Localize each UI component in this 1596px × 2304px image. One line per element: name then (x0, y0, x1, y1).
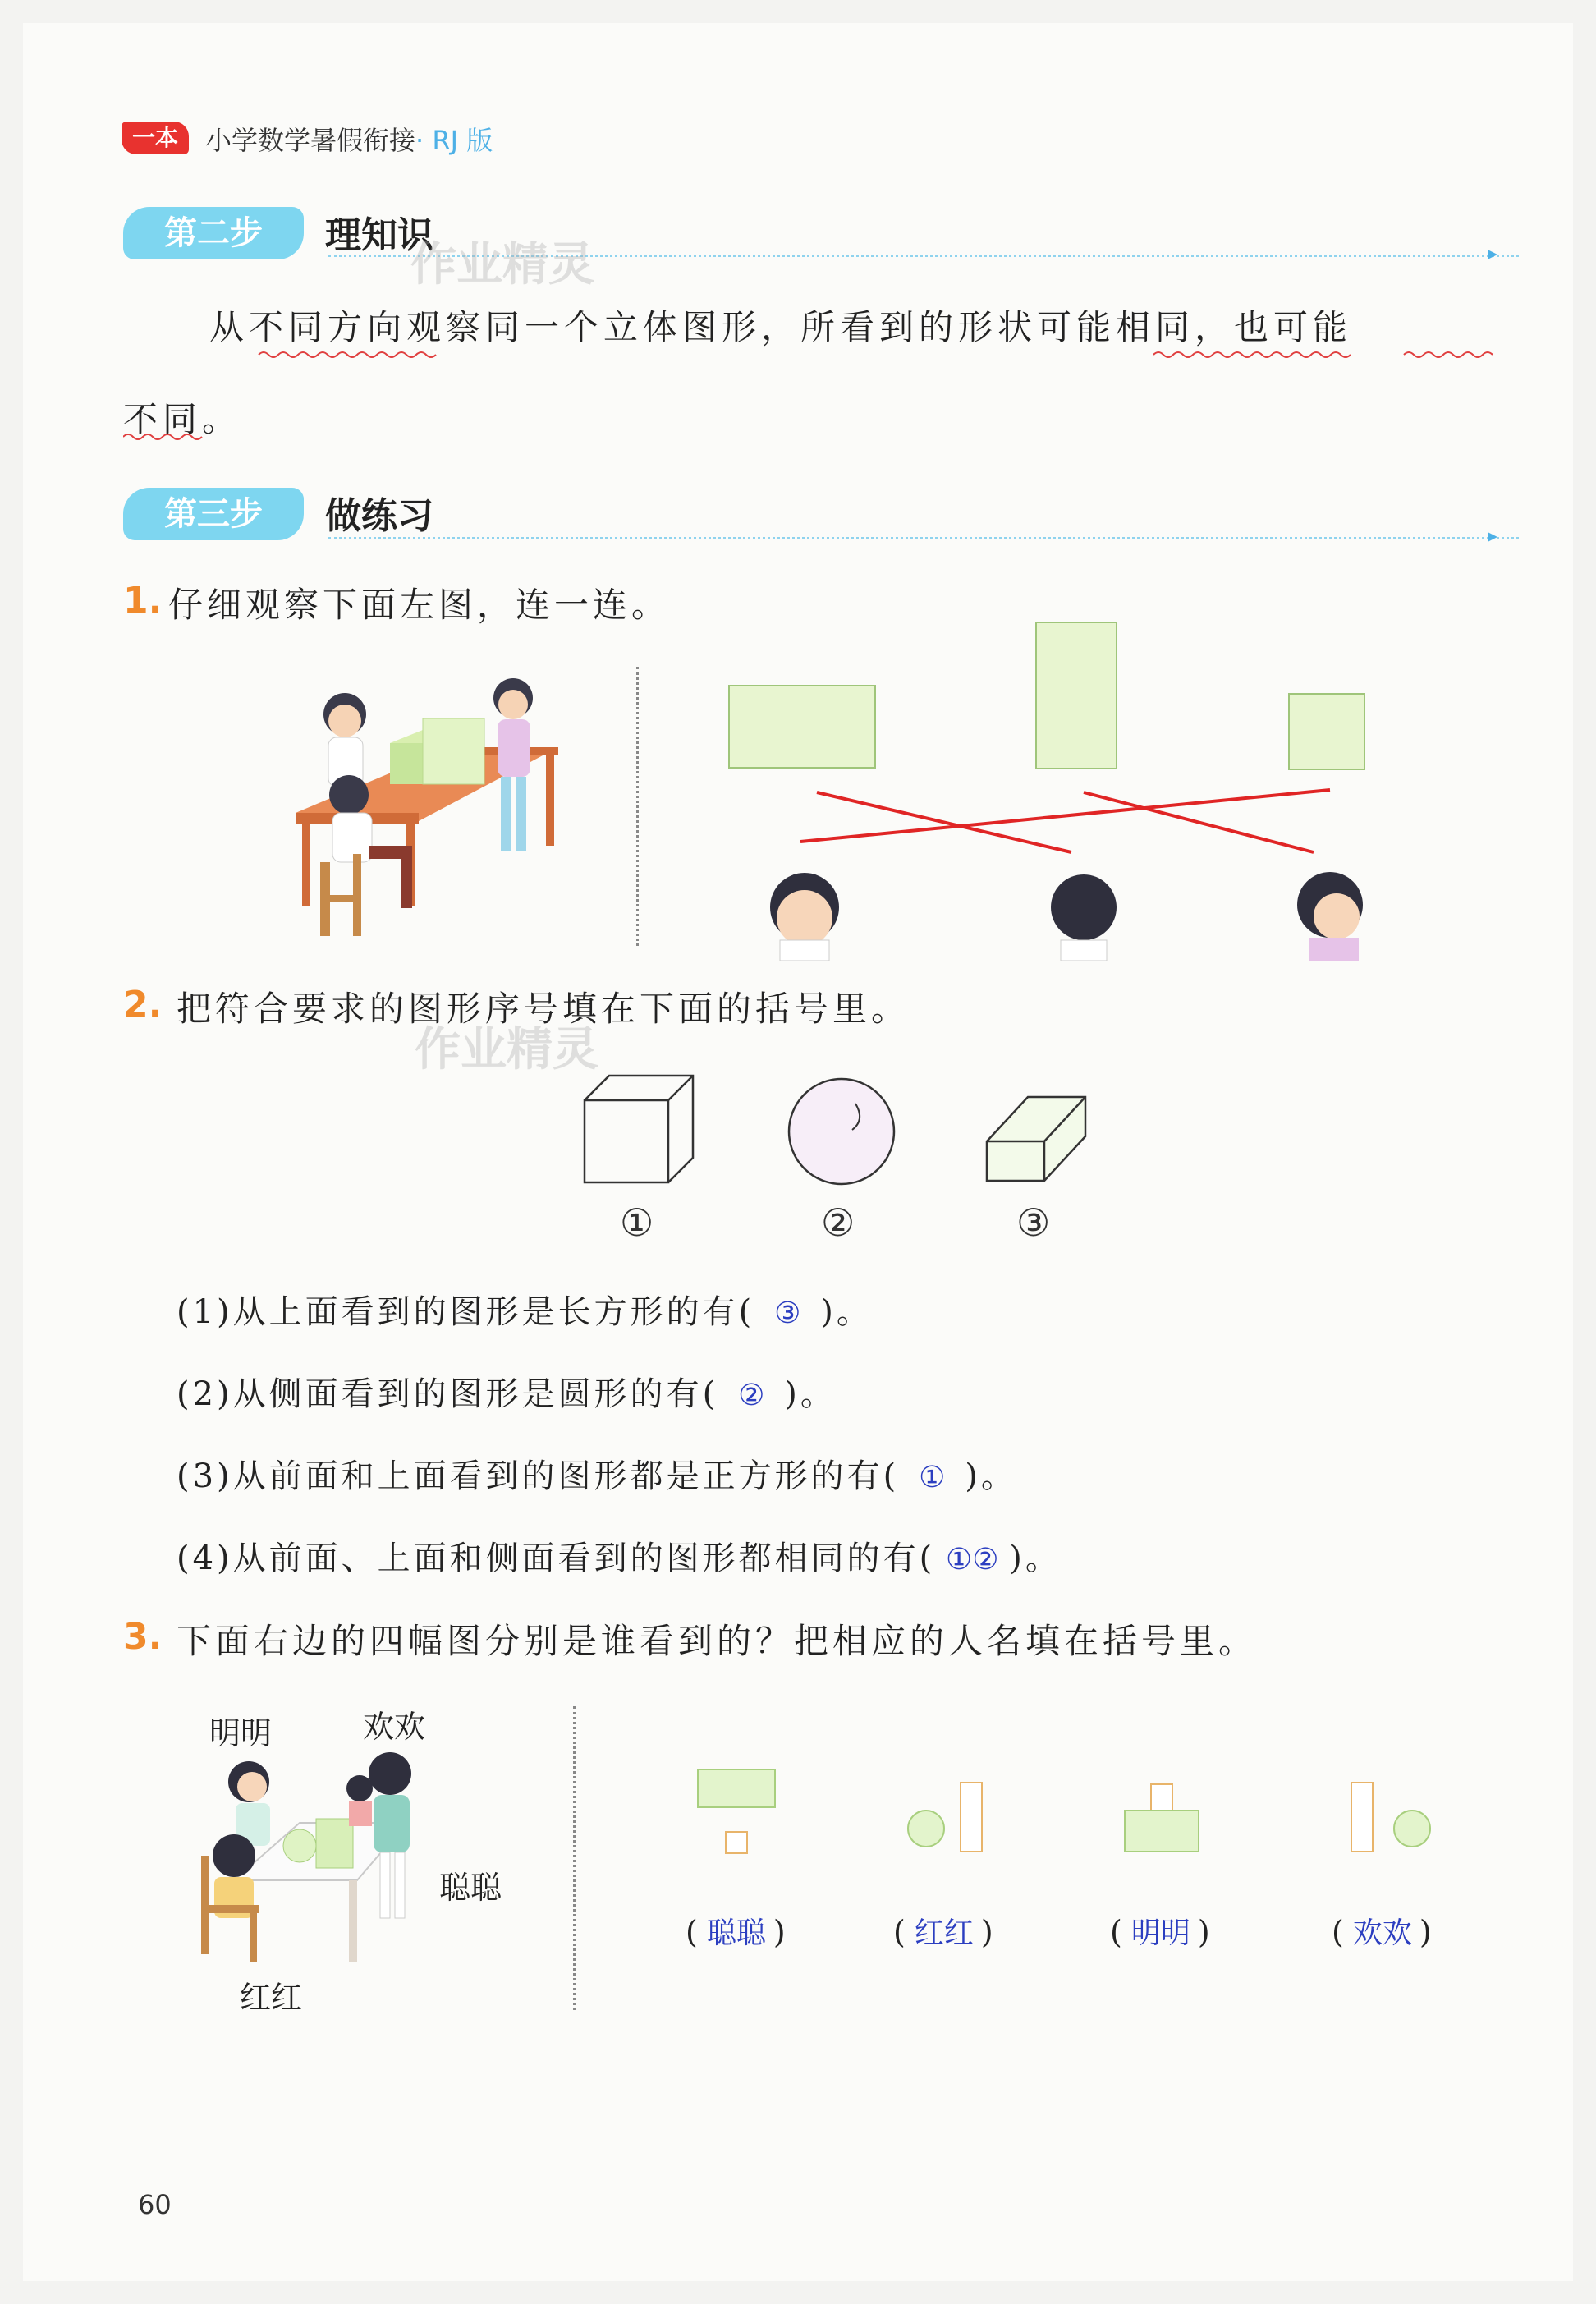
q1-matching (722, 616, 1396, 961)
q3-text: 下面右边的四幅图分别是谁看到的？把相应的人名填在括号里。 (177, 1621, 1258, 1661)
q2-item-4-suffix: )。 (1009, 1540, 1062, 1577)
paren-close: ) (980, 1914, 995, 1950)
q2-item-1 (177, 1286, 873, 1333)
child-face-3 (1297, 872, 1363, 961)
step3-badge: 第三步 (123, 488, 304, 540)
view-rectangle-wide (729, 686, 875, 768)
q1-separator (636, 667, 639, 946)
q2-answer-1: ③ (774, 1297, 801, 1330)
q2-item-1-suffix: )。 (820, 1293, 873, 1331)
q2-item-4-prefix: (4)从前面、上面和侧面看到的图形都相同的有( (177, 1540, 936, 1577)
view-3 (1125, 1784, 1199, 1852)
divider-arrow (1488, 532, 1497, 542)
q1-number: 1. (123, 580, 163, 622)
shape-label-3: ③ (1016, 1200, 1051, 1245)
paren-open: ( (686, 1914, 699, 1950)
q3-views (673, 1753, 1461, 1868)
knowledge-line-1 (209, 301, 1352, 350)
shape-label-2: ② (821, 1200, 855, 1245)
book-title (205, 120, 493, 158)
step3-title: 做练习 (325, 495, 433, 537)
q3-answer-1 (686, 1910, 787, 1952)
q3-answer-1-text: 聪聪 (706, 1916, 766, 1950)
watermark: 作业精灵 (415, 1023, 598, 1076)
q2-answer-4: ①② (945, 1543, 999, 1577)
sphere-shape (789, 1079, 894, 1184)
q2-item-2-prefix: (2)从侧面看到的图形是圆形的有( (177, 1375, 719, 1413)
name-mingming: 明明 (209, 1715, 273, 1751)
q2-answer-3: ① (919, 1461, 946, 1494)
q2-item-3 (177, 1450, 1017, 1497)
divider-arrow (1488, 250, 1497, 259)
shape-label-1: ① (620, 1200, 654, 1245)
q3-separator (573, 1706, 576, 2010)
view-4 (1351, 1783, 1430, 1852)
page-number: 60 (138, 2189, 172, 2220)
name-huanhuan: 欢欢 (363, 1709, 426, 1745)
step2-title: 理知识 (325, 214, 433, 256)
paren-close: ) (1419, 1914, 1433, 1950)
q2-shapes (575, 1067, 1100, 1191)
q2-item-2 (177, 1368, 837, 1415)
q3-answer-2 (893, 1910, 995, 1952)
q3-answer-3 (1110, 1910, 1212, 1952)
q3-scene-illustration (185, 1733, 447, 1979)
q3-answer-3-text: 明明 (1130, 1916, 1190, 1950)
child-face-1 (770, 873, 839, 961)
q2-item-1-prefix: (1)从上面看到的图形是长方形的有( (177, 1293, 755, 1331)
view-1 (698, 1769, 775, 1853)
cube-shape (585, 1076, 693, 1182)
q3-answer-2-text: 红红 (914, 1916, 974, 1950)
q2-item-3-suffix: )。 (965, 1457, 1017, 1495)
watermark: 作业精灵 (410, 238, 594, 291)
name-honghong: 红红 (240, 1980, 303, 2016)
q2-answer-2: ② (738, 1379, 765, 1412)
edition-label: · RJ 版 (415, 125, 493, 156)
step2-badge: 第二步 (123, 207, 304, 259)
child-face-2 (1051, 874, 1117, 961)
brand-logo: 一本 (122, 122, 189, 154)
paren-open: ( (893, 1914, 907, 1950)
q3-answer-4-text: 欢欢 (1352, 1916, 1412, 1950)
wavy-underlines (123, 345, 1502, 443)
knowledge-text-1: 从不同方向观察同一个立体图形，所看到的形状可能相同，也可能 (209, 307, 1353, 347)
q1-scene-illustration (255, 657, 566, 952)
q3-answer-4 (1332, 1910, 1433, 1952)
paren-close: ) (1197, 1914, 1212, 1950)
q2-item-2-suffix: )。 (784, 1375, 837, 1413)
view-rectangle-tall (1036, 622, 1117, 769)
q2-item-3-prefix: (3)从前面和上面看到的图形都是正方形的有( (177, 1457, 900, 1495)
name-congcong: 聪聪 (439, 1870, 502, 1906)
view-2 (908, 1783, 982, 1852)
q1-text: 仔细观察下面左图，连一连。 (168, 585, 671, 625)
paren-open: ( (1332, 1914, 1346, 1950)
cuboid-shape (987, 1097, 1085, 1181)
book-title-text: 小学数学暑假衔接 (205, 125, 416, 156)
knowledge-text-2: 不同。 (123, 399, 242, 439)
q2-item-4 (177, 1532, 1062, 1579)
q2-number: 2. (123, 984, 163, 1026)
divider (328, 537, 1519, 539)
connect-line-2 (800, 790, 1330, 842)
paren-open: ( (1110, 1914, 1124, 1950)
connect-line-1 (817, 792, 1071, 852)
paren-close: ) (773, 1914, 787, 1950)
q2-text: 把符合要求的图形序号填在下面的括号里。 (177, 989, 910, 1029)
q3-number: 3. (123, 1616, 163, 1658)
view-square (1289, 694, 1364, 769)
